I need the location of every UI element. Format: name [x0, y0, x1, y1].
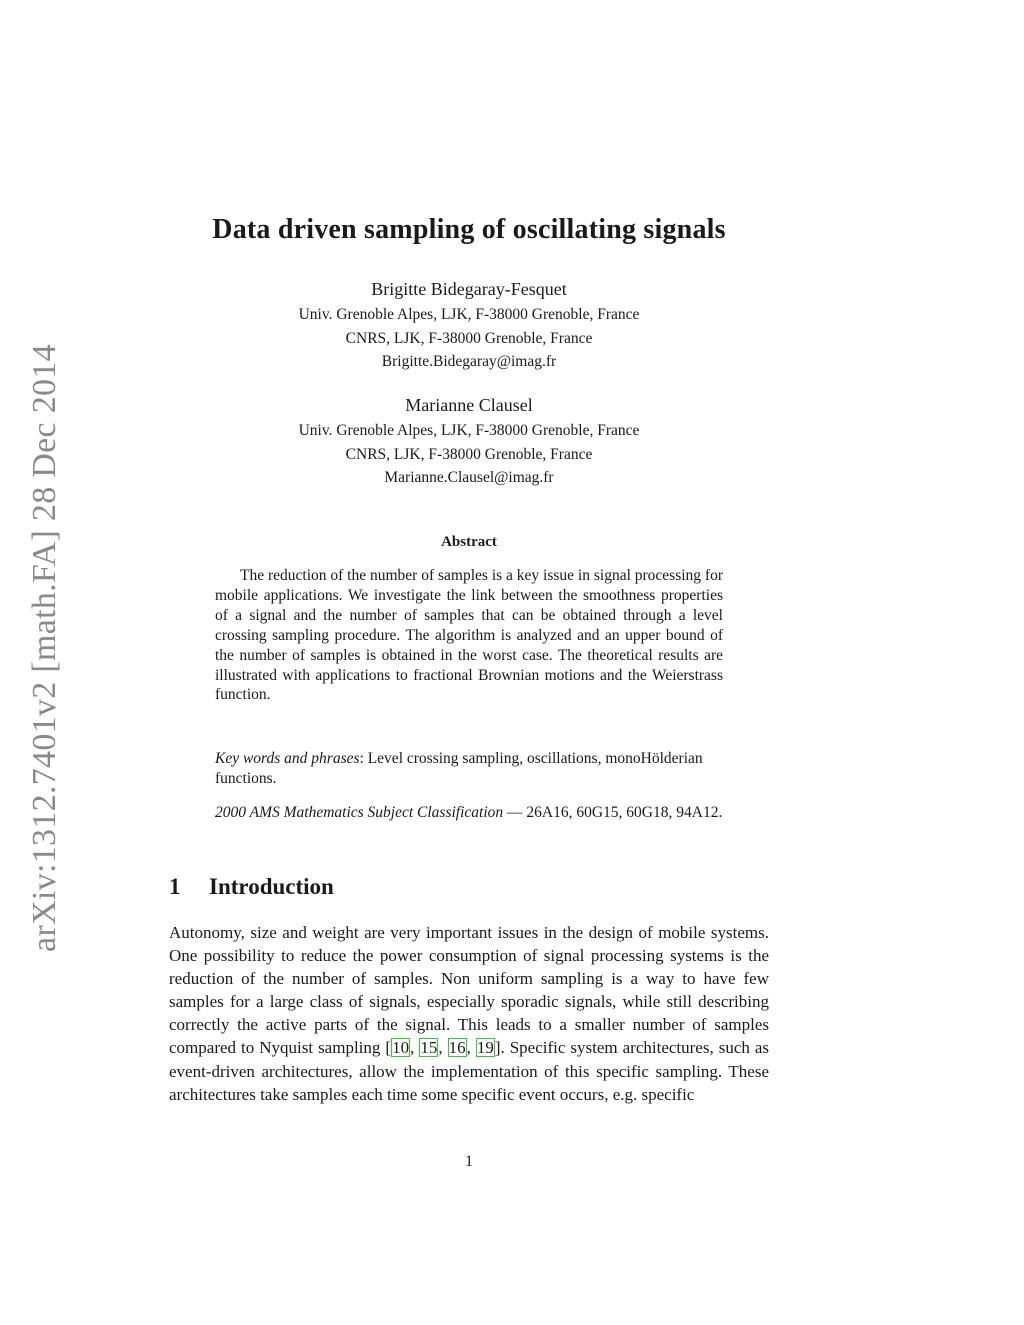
author-email: Marianne.Clausel@imag.fr — [384, 469, 554, 486]
keywords — [215, 749, 765, 789]
arxiv-stamp: arXiv:1312.7401v2 [math.FA] 28 Dec 2014 — [26, 344, 63, 952]
section-heading — [169, 874, 334, 900]
ams-label: 2000 AMS Mathematics Subject Classification — [215, 804, 504, 821]
author-block — [169, 393, 769, 490]
ams-classification — [215, 803, 735, 823]
author-name: Marianne Clausel — [405, 395, 533, 415]
citation-link[interactable]: 15 — [420, 1038, 438, 1058]
intro-text: Autonomy, size and weight are very important issues in the design of mobile systems. One possibility to reduce the power consumption of signal processing systems is the reduction of the number of samples. Non uniform sampling is a way to have few samples for a large class of signals, especially sporadic signals, while still describing correctly the active parts of the signal. This leads to a smaller number of samples compared to Nyquist sampling [ — [169, 923, 769, 1058]
abstract-heading: Abstract — [441, 534, 497, 550]
citation-link[interactable]: 19 — [476, 1038, 494, 1058]
intro-text: ]. Specific system architectures, such as event-driven architectures, allow the implementation of this specific sampling. These architectures take samples each time some specific event occurs, e.g. specific — [169, 1038, 770, 1104]
intro-paragraph: Autonomy, size and weight are very important issues in the design of mobile systems. One possibility to reduce the power consumption of signal processing systems is the reduction of the number of samples. Non uniform sampling is a way to have few samples for a large class of signals, especially sporadic signals, while still describing correctly the active parts of the signal. This leads to a smaller number of samples compared to Nyquist sampling [10, 15, 16, 19]. Specific system architectures, such as event-driven architectures, allow the implementation of this specific sampling. These architectures take samples each time some specific event occurs, e.g. specific — [169, 923, 770, 1104]
abstract-text: The reduction of the number of samples is a key issue in signal processing for mobile applications. We investigate the link between the smoothness properties of a signal and the number of samples that can be obtained through a level crossing sampling procedure. The algorithm is analyzed and an upper bound of the number of samples is obtained in the worst case. The theoretical results are illustrated with applications to fractional Brownian motions and the Weierstrass function. — [215, 567, 723, 704]
author-affiliation: CNRS, LJK, F-38000 Grenoble, France — [345, 445, 593, 463]
page-number: 1 — [465, 1153, 473, 1170]
author-affiliation: Univ. Grenoble Alpes, LJK, F-38000 Grenoble, France — [298, 306, 640, 323]
section-title: Introduction — [209, 874, 334, 899]
author-affiliation: Univ. Grenoble Alpes, LJK, F-38000 Grenoble, France — [298, 422, 640, 439]
author-name: Brigitte Bidegaray-Fesquet — [371, 279, 567, 299]
section-number: 1 — [169, 874, 181, 899]
author-email: Brigitte.Bidegaray@imag.fr — [381, 353, 557, 370]
citation-link[interactable]: 10 — [392, 1038, 410, 1058]
citation-link[interactable]: 16 — [448, 1038, 466, 1058]
paper-title: Data driven sampling of oscillating signals — [212, 214, 726, 245]
keywords-text: : Level crossing sampling, oscillations, monoHölderian functions. — [215, 750, 703, 787]
ams-text: — 26A16, 60G15, 60G18, 94A12. — [503, 804, 723, 821]
author-affiliation: CNRS, LJK, F-38000 Grenoble, France — [345, 329, 593, 347]
keywords-label: Key words and phrases — [215, 750, 360, 767]
author-block — [169, 277, 769, 374]
